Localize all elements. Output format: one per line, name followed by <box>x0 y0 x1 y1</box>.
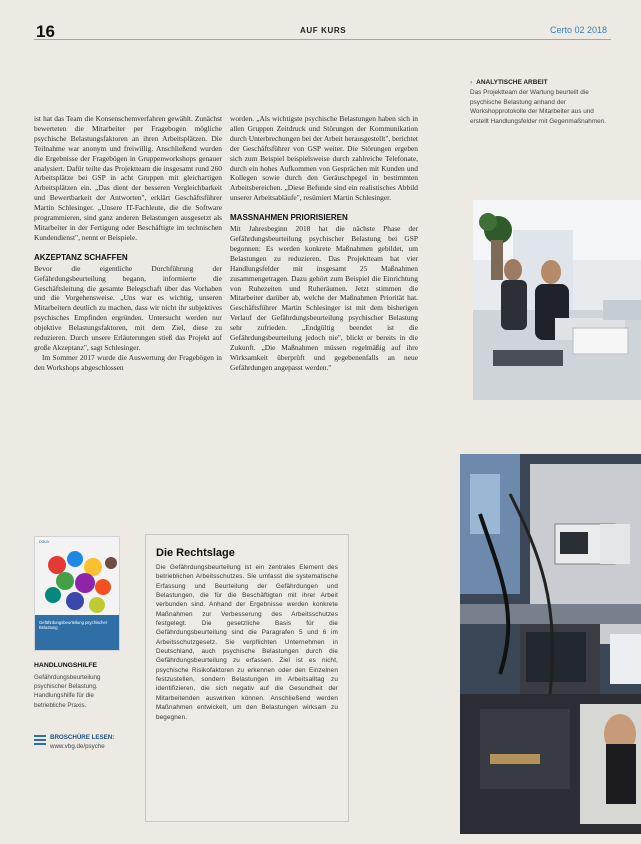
section-title: AUF KURS <box>300 26 347 35</box>
cover-publisher: DGUV <box>39 540 50 544</box>
handbook-heading: HANDLUNGSHILFE <box>34 662 98 669</box>
paragraph: Mit Jahresbeginn 2018 hat die nächste Phase der Gefährdungsbeurteilung psychischer Belastung bei GSP begonnen: Es werden konkrete Maßnahmen gebildet, um Belastungen zu reduzieren. Das Projektteam hat vier Handlungsfelder mit insgesamt 25 Maßnahmen zusammengetragen. Dazu gehört zum Beispiel die Einrichtung von Ruhezeiten und Ruheräumen. Jetzt stimmen die Mitarbeiter darüber ab, welche der Maßnahmen Priorität hat. Geschäftsführer Martin Schlesinger ist mit dem bisherigen Verlauf der Gefährdungsbeurteilung psychischer Belastung sehr zufrieden. „Endgültig beendet ist die Gefährdungsbeurteilung jedoch nie", blickt er bereits in die Zukunft. „Die Maßnahmen müssen regelmäßig auf ihre Wirksamkeit überprüft und gegebenenfalls an neue Gefährdungen angepasst werden." <box>230 224 418 372</box>
subheading-massnahmen: MASSNAHMEN PRIORISIEREN <box>230 213 348 223</box>
article-column-2 <box>230 114 418 373</box>
article-column-1 <box>34 114 222 373</box>
page-number: 16 <box>36 22 55 41</box>
issue-label: Certo 02 2018 <box>549 25 607 35</box>
cover-illustration <box>35 543 120 619</box>
brochure-cover[interactable] <box>34 536 120 651</box>
header-divider <box>34 39 611 40</box>
cover-title: Gefährdungsbeurteilung psychischer Belastung <box>39 620 108 630</box>
paragraph: Im Sommer 2017 wurde die Auswertung der Fragebögen in den Workshops abgeschlossen <box>34 352 222 372</box>
caption-tag <box>470 78 610 87</box>
paragraph: worden. „Als wichtigste psychische Belastungen haben sich in allen Gruppen Zeitdruck und Störungen der Kommunikation durch Unterbrechungen bei der Arbeit herausgestellt", berichtet der Geschäftsführer von GSP weiter. Die Störungen ergeben sich zum Beispiel beispielsweise durch zahlreiche Telefonate, durch ein hohes Aufkommen von Gesprächen mit Kunden und Kollegen sowie durch den Geräuschpegel in bestimmten Arbeitsbereichen. „Diese Befunde sind ein realistisches Abbild unserer Arbeitsabläufe", resümiert Martin Schlesinger. <box>230 114 418 203</box>
arrow-icon: › <box>470 79 473 86</box>
brochure-url[interactable]: www.vbg.de/psyche <box>50 743 105 750</box>
brochure-label: BROSCHÜRE LESEN: <box>50 734 115 741</box>
office-photo <box>473 200 641 400</box>
photo-caption <box>470 78 610 126</box>
handbook-text: Gefährdungsbeurteilung psychischer Belastung. Handlungshilfe für die betriebliche Praxis. <box>34 674 101 709</box>
document-icon <box>34 735 46 749</box>
caption-tag-label: ANALYTISCHE ARBEIT <box>476 79 548 86</box>
paragraph: ist hat das Team die Konsenschemverfahren gewählt. Zunächst bewerteten die Mitarbeiter per Fragebogen mögliche psychische Belastungsfaktoren an ihren Arbeitsplätzen. Die Teilnahme war anonym und freiwillig. Anschließend wurden die Ergebnisse der Fragebögen in Gruppenworkshops genauer analysiert. Dafür teilte das Projektteam die insgesamt rund 260 Arbeitsplätze bei GSP in acht Gruppen mit gleichartigen Arbeitsplätzen ein. „Das dient der besseren Vergleichbarkeit und Bewertbarkeit der Antworten", erklärt Geschäftsführer Martin Schlesinger. „Unsere IT-Fachleute, die die Software programmieren, sind ganz anderen Belastungen ausgesetzt als Mitarbeiter in der Fertigung oder Beschäftigte im technischen Kundendienst", nennt er Beispiele. <box>34 114 222 242</box>
lab-photo <box>460 454 641 834</box>
subheading-akzeptanz: AKZEPTANZ SCHAFFEN <box>34 252 128 262</box>
box-text: Die Gefährdungsbeurteilung ist ein zentrales Element des betrieblichen Arbeitsschutzes. Sie umfasst die systematische Erfassung und Beurteilung der Gefährdungen und Belastungen, die für die Beschäftigten mit ihrer Arbeit verbunden sind. Anhand der Ergebnisse werden konkrete Maßnahmen zur Verbesserung des Arbeitsschutzes festgelegt. Die gesetzliche Basis für die Gefährdungsbeurteilung sind die Paragrafen 5 und 6 im Arbeitsschutzgesetz. Sie verpflichten Unternehmen in Deutschland, auch psychische Belastungen durch die Gefährdungsbeurteilung zu erfassen. Ziel ist es nicht, psychische Risikofaktoren zu erkennen oder den Einzelnen festzustellen, sondern Belastungen im Arbeitsalltag zu identifizieren, die sich negativ auf die Gesundheit der Mitarbeitenden auswirken können. Anschließend werden Maßnahmen entwickelt, um den Belastungen wirksam zu begegnen. <box>156 564 338 721</box>
paragraph: Bevor die eigentliche Durchführung der Gefährdungsbeurteilung begann, informierte die Geschäftsleitung die gesamte Belegschaft über das Vorhaben und die Vorgehensweise. „Uns war es wichtig, unseren Mitarbeitern deutlich zu machen, dass wir nicht ihr subjektives psychisches Empfinden ergründen. Untersucht werden nur objektive Belastungsfaktoren, mit dem Ziel, diese zu reduzieren. Durch unsere Erläuterungen stieß das Projekt auf große Akzeptanz", sagt Schlesinger. <box>34 263 222 352</box>
caption-text: Das Projektteam der Wartung beurteilt die psychische Belastung anhand der Workshopprotokolle der Mitarbeiter aus und erstellt Handlungsfelder mit Gegenmaßnahmen. <box>470 89 607 125</box>
box-title: Die Rechtslage <box>156 547 235 559</box>
legal-info-box <box>145 534 349 822</box>
